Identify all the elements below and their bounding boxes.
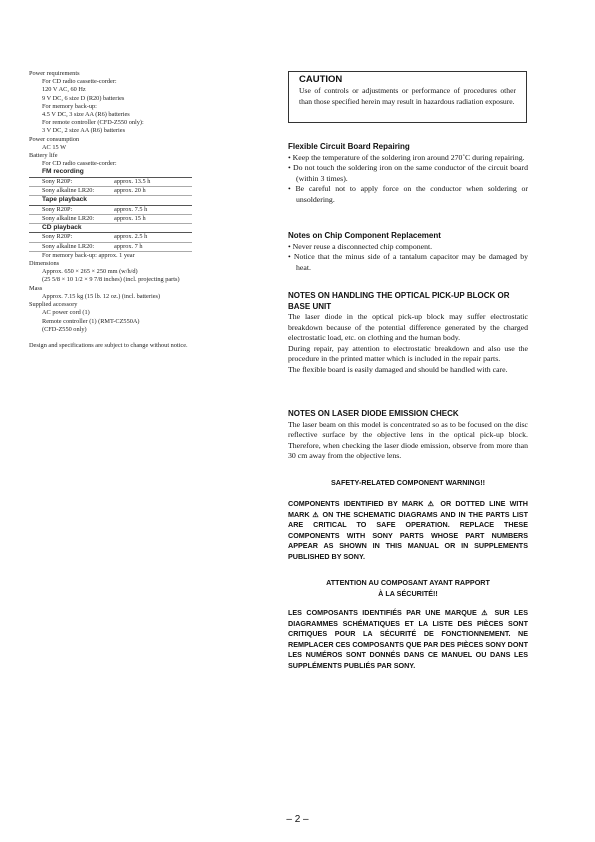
bullet-item: • Notice that the minus side of a tantalum capacitor may be damaged by heat. [288, 252, 528, 272]
paragraph: The flexible board is easily damaged and should be handled with care. [288, 364, 508, 374]
battery-time: approx. 2.5 h [114, 233, 148, 241]
spec-line: Approx. 650 × 265 × 250 mm (w/h/d) [42, 268, 138, 276]
flex-board-section [288, 142, 528, 205]
page-number: – 2 – [286, 814, 309, 825]
laser-check-section [288, 409, 528, 462]
spec-heading-mass: Mass [29, 284, 43, 292]
battery-type: Sony alkaline LR20: [42, 214, 95, 222]
spec-line: For remote controller (CFD-Z550 only): [42, 119, 144, 127]
caution-box [288, 71, 527, 123]
spec-line: (CFD-Z550 only) [42, 325, 87, 333]
paragraph: During repair, pay attention to electrostatic breakdown and also use the procedure in the printed matter which is included in the repair parts. [288, 343, 528, 364]
battery-table-row [29, 206, 192, 215]
battery-time: approx. 7 h [114, 242, 143, 250]
caution-body: Use of controls or adjustments or performance of procedures other than those specified herein may result in hazardous radiation exposure. [299, 86, 516, 106]
battery-table-row [29, 233, 192, 242]
spec-heading-supplied-accessory: Supplied accessory [29, 301, 78, 309]
spec-heading-power-consumption: Power consumption [29, 135, 80, 143]
spec-line: For memory back-up: [42, 102, 97, 110]
battery-table-row [29, 215, 192, 224]
battery-time: approx. 7.5 h [114, 205, 148, 213]
bullet-item: • Keep the temperature of the soldering iron around 270˚C during repairing. [288, 152, 525, 162]
specifications [29, 70, 205, 350]
spec-line: AC power cord (1) [42, 309, 90, 317]
spec-line: AC 15 W [42, 143, 67, 151]
battery-table-header-cd: CD playback [29, 224, 192, 233]
spec-line: (25 5/8 × 10 1/2 × 9 7/8 inches) (incl. projecting parts) [42, 276, 180, 284]
battery-table-row [29, 178, 192, 187]
spec-heading-power-requirements: Power requirements [29, 70, 80, 77]
battery-time: approx. 15 h [114, 214, 146, 222]
bullet-item: • Do not touch the soldering iron on the same conductor of the circuit board (within 3 times). [288, 163, 528, 183]
spec-line: Approx. 7.15 kg (15 lb. 12 oz.) (incl. batteries) [42, 292, 161, 300]
section-title: Notes on Chip Component Replacement [288, 231, 441, 240]
section-title: NOTES ON LASER DIODE EMISSION CHECK [288, 409, 459, 418]
battery-table-row [29, 187, 192, 196]
battery-type: Sony R20P: [42, 233, 73, 241]
paragraph: The laser beam on this model is concentrated so as to be focused on the disc reflective surface by the objective lens in the optical pick-up block. Therefore, when checking the laser diode emission, observe from more than 30 cm away from the objective lens. [288, 419, 528, 461]
caution-title: CAUTION [299, 74, 343, 85]
battery-time: approx. 13.5 h [114, 177, 151, 185]
battery-type: Sony alkaline LR20: [42, 242, 95, 250]
bullet-item: • Be careful not to apply force on the conductor when soldering or unsoldering. [288, 184, 528, 204]
safety-warning-body: COMPONENTS IDENTIFIED BY MARK ⚠ OR DOTTED LINE WITH MARK ⚠ ON THE SCHEMATIC DIAGRAMS AND IN THE PARTS LIST ARE CRITICAL TO SAFE OPERATION. REPLACE THESE COMPONENTS WITH SONY PARTS WHOSE PART NUMBERS APPEAR AS SHOWN IN THIS MANUAL OR IN SUPPLEMENTS PUBLISHED BY SONY. [288, 499, 528, 561]
spec-heading-dimensions: Dimensions [29, 260, 60, 268]
bullet-item: • Never reuse a disconnected chip component. [288, 241, 433, 251]
battery-type: Sony R20P: [42, 205, 73, 213]
battery-table-header-fm: FM recording [29, 168, 192, 177]
battery-table-row [29, 243, 192, 252]
section-title: Flexible Circuit Board Repairing [288, 142, 410, 151]
spec-line: For memory back-up: approx. 1 year [42, 251, 135, 259]
spec-line: 3 V DC, 2 size AA (R6) batteries [42, 127, 126, 135]
optical-pickup-section [288, 291, 528, 376]
spec-heading-battery-life: Battery life [29, 152, 58, 160]
design-note: Design and specifications are subject to change without notice. [29, 341, 188, 349]
safety-warning-fr-title-2: À LA SÉCURITÉ!! [378, 589, 438, 598]
battery-type: Sony R20P: [42, 177, 73, 185]
spec-line: 4.5 V DC, 3 size AA (R6) batteries [42, 111, 130, 119]
spec-line: 9 V DC, 6 size D (R20) batteries [42, 94, 125, 102]
spec-line: 120 V AC, 60 Hz [42, 86, 86, 94]
battery-type: Sony alkaline LR20: [42, 187, 95, 195]
battery-time: approx. 20 h [114, 187, 146, 195]
chip-section [288, 231, 528, 273]
spec-line: For CD radio cassette-corder: [42, 78, 117, 86]
battery-table-header-tape: Tape playback [29, 196, 192, 205]
spec-line: Remote controller (1) (RMT-CZ550A) [42, 317, 140, 325]
section-title: NOTES ON HANDLING THE OPTICAL PICK-UP BLOCK OR BASE UNIT [288, 291, 510, 311]
safety-warning-title: SAFETY-RELATED COMPONENT WARNING!! [331, 478, 485, 487]
safety-warning-fr-body: LES COMPOSANTS IDENTIFIÉS PAR UNE MARQUE ⚠ SUR LES DIAGRAMMES SCHÉMATIQUES ET LA LISTE DES PIÈCES SONT CRITIQUES POUR LA SÉCURITÉ DE FONCTIONNEMENT. NE REMPLACER CES COMPOSANTS QUE PAR DES PIÈCES SONY DONT LES NUMÉROS SONT DONNÉS DANS CE MANUEL OU DANS LES SUPPLÉMENTS PUBLIÉS PAR SONY. [288, 608, 528, 670]
spec-line: For CD radio cassette-corder: [42, 160, 117, 168]
safety-warning-fr-title-1: ATTENTION AU COMPOSANT AYANT RAPPORT [326, 578, 490, 587]
paragraph: The laser diode in the optical pick-up block may suffer electrostatic breakdown because of the potential difference generated by the charged electrostatic load, etc. on clothing and the human body. [288, 312, 528, 343]
